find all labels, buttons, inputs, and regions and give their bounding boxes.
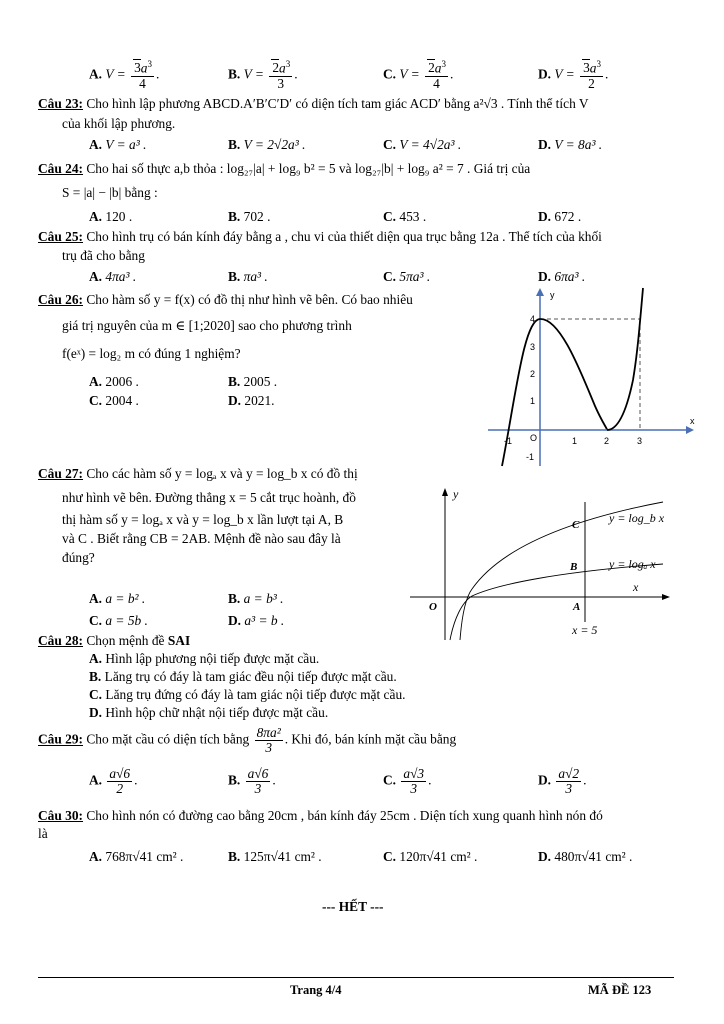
option-label: A. xyxy=(89,66,103,82)
q27-option-c xyxy=(89,613,148,629)
q30-option-c xyxy=(383,849,477,865)
question-fraction xyxy=(255,726,283,755)
option-label: B. xyxy=(228,269,241,284)
option-text: Lăng trụ có đáy là tam giác đều nội tiếp được mặt cầu. xyxy=(104,669,397,684)
option-text: V = 4√2a³ . xyxy=(399,137,462,152)
fraction-denominator: 3 xyxy=(254,781,262,797)
fraction-denominator: 3 xyxy=(410,781,418,797)
q27-option-a xyxy=(89,591,145,607)
option-text: V = xyxy=(399,66,420,82)
point-c-label: C xyxy=(572,519,580,531)
x-axis-label: x xyxy=(633,580,639,594)
option-label: C. xyxy=(383,269,397,284)
option-text: a = b² . xyxy=(105,591,146,606)
question-label: Câu 29: xyxy=(38,731,84,747)
question-label: Câu 30: xyxy=(38,808,84,823)
q30-option-d xyxy=(538,849,632,865)
q27-line3: thị hàm số y = logₐ x và y = log_b x lần lượt tại A, B xyxy=(62,512,344,527)
option-text: 480π√41 cm² . xyxy=(554,849,633,864)
option-label: D. xyxy=(538,849,552,864)
q29-option-a: A. $\frac{a√6}{2}$ . xyxy=(89,766,138,797)
q26-option-a xyxy=(89,374,139,390)
x-tick-3: 3 xyxy=(637,436,643,446)
y-tick-4: 4 xyxy=(530,314,536,324)
option-text: 768π√41 cm² . xyxy=(105,849,184,864)
fraction: $\frac{3a^3}{2}$ xyxy=(580,60,603,91)
q23-option-b xyxy=(228,137,305,153)
option-label: D. xyxy=(538,137,552,152)
fraction-numerator: a√2 xyxy=(558,766,580,781)
option-label: C. xyxy=(89,393,103,408)
option-fraction xyxy=(107,767,132,796)
curve-a-label: y = logₐ x xyxy=(609,557,656,571)
q25-option-c xyxy=(383,269,430,285)
question-label: Câu 28: xyxy=(38,633,84,648)
q22-option-d: D. V = $\frac{3a^3}{2}$ . xyxy=(538,59,609,91)
option-label: D. xyxy=(538,772,552,788)
question-emphasis: SAI xyxy=(167,633,191,648)
q28-option-d xyxy=(89,705,328,721)
option-label: A. xyxy=(89,374,103,389)
fraction: $\frac{2a^3}{3}$ xyxy=(269,60,292,91)
q23-option-c xyxy=(383,137,461,153)
option-label: C. xyxy=(383,209,397,224)
q30-line2: là xyxy=(38,826,48,841)
option-text: 453 . xyxy=(399,209,427,224)
q27-line1 xyxy=(38,466,358,482)
option-label: D. xyxy=(228,613,242,628)
option-text: πa³ . xyxy=(243,269,268,284)
option-text: 702 . xyxy=(243,209,271,224)
y-tick-1: 1 xyxy=(530,396,536,406)
fraction-numerator: a√3 xyxy=(403,766,425,781)
question-text: Cho các hàm số y = logₐ x và y = log_b x có đồ thị xyxy=(86,466,358,481)
q24-option-a xyxy=(89,209,132,225)
option-text: 2005 . xyxy=(243,374,278,389)
option-text: 672 . xyxy=(554,209,582,224)
option-label: B. xyxy=(228,591,241,606)
q30-line1 xyxy=(38,808,603,824)
q27-option-d xyxy=(228,613,284,629)
y-tick-neg1: -1 xyxy=(526,452,535,462)
q25-option-d xyxy=(538,269,585,285)
q26-option-d xyxy=(228,393,275,409)
fraction-denominator: 2 xyxy=(116,781,124,797)
q24-line2: S = |a| − |b| bằng : xyxy=(62,185,158,200)
option-text: 6πa³ . xyxy=(554,269,586,284)
option-text: Hình hộp chữ nhật nội tiếp được mặt cầu. xyxy=(105,705,329,720)
y-axis-label: y xyxy=(453,487,459,501)
q24-option-b xyxy=(228,209,270,225)
option-text: V = 2√2a³ . xyxy=(243,137,306,152)
option-label: C. xyxy=(383,849,397,864)
origin-label: O xyxy=(429,601,437,613)
option-label: B. xyxy=(228,849,241,864)
option-label: A. xyxy=(89,209,103,224)
option-text: a = 5b . xyxy=(105,613,148,628)
footer-divider xyxy=(38,977,674,978)
option-text: 120 . xyxy=(105,209,133,224)
q23-option-a xyxy=(89,137,146,153)
y-axis-label: y xyxy=(550,290,555,300)
option-text: V = xyxy=(554,66,575,82)
option-label: D. xyxy=(538,66,552,82)
option-text: V = xyxy=(105,66,126,82)
question-label: Câu 27: xyxy=(38,466,84,481)
q25-option-b xyxy=(228,269,268,285)
x-tick-neg1: -1 xyxy=(504,436,513,446)
option-label: C. xyxy=(383,137,397,152)
option-text: 5πa³ . xyxy=(399,269,431,284)
q28-option-c xyxy=(89,687,406,703)
option-label: A. xyxy=(89,651,103,666)
question-text: Cho mặt cầu có diện tích bằng xyxy=(86,731,250,747)
q26-graph xyxy=(480,284,700,470)
q27-line2: như hình vẽ bên. Đường thẳng x = 5 cắt trục hoành, đồ xyxy=(62,490,356,505)
option-label: D. xyxy=(228,393,242,408)
option-label: B. xyxy=(228,209,241,224)
q28-option-a xyxy=(89,651,319,667)
q25-line1 xyxy=(38,229,602,245)
point-a-label: A xyxy=(573,601,581,613)
option-fraction xyxy=(246,767,271,796)
question-text-after: . Khi đó, bán kính mặt cầu bằng xyxy=(284,731,457,747)
y-axis-arrow xyxy=(536,288,544,296)
q29-option-b: B. $\frac{a√6}{3}$ . xyxy=(228,766,276,797)
option-text: Hình lập phương nội tiếp được mặt cầu. xyxy=(105,651,320,666)
option-label: B. xyxy=(228,66,241,82)
fraction-numerator: a√6 xyxy=(109,766,131,781)
q26-line3: f(eˣ) = log₂ m có đúng 1 nghiệm? xyxy=(62,346,241,361)
page-number: Trang 4/4 xyxy=(290,983,342,997)
option-fraction xyxy=(401,767,426,796)
fraction: $\frac{2a^3}{4}$ xyxy=(425,60,448,91)
option-label: B. xyxy=(228,137,241,152)
y-tick-2: 2 xyxy=(530,369,536,379)
curve-log-a xyxy=(450,564,663,640)
q26-line1 xyxy=(38,292,413,308)
option-text: V = 8a³ . xyxy=(554,137,603,152)
y-tick-3: 3 xyxy=(530,342,536,352)
q24-option-c xyxy=(383,209,426,225)
option-text: a = b³ . xyxy=(243,591,284,606)
option-text: 120π√41 cm² . xyxy=(399,849,478,864)
q22-option-a: A. V = $\frac{3a^3}{4}$ . xyxy=(89,59,160,91)
option-label: C. xyxy=(89,687,103,702)
q23-line2: của khối lập phương. xyxy=(62,116,176,131)
q30-option-b xyxy=(228,849,322,865)
option-label: B. xyxy=(89,669,102,684)
x-axis-arrow xyxy=(662,594,670,600)
curve-b-label: y = log_b x xyxy=(609,511,665,525)
q26-option-c xyxy=(89,393,139,409)
q24-line1 xyxy=(38,161,530,177)
option-label: A. xyxy=(89,269,103,284)
option-label: A. xyxy=(89,137,103,152)
option-label: A. xyxy=(89,591,103,606)
question-text: Cho hình nón có đường cao bằng 20cm , bán kính đáy 25cm . Diện tích xung quanh hình nón đó xyxy=(86,808,603,823)
q29-line1 xyxy=(38,726,456,755)
option-label: A. xyxy=(89,772,103,788)
q27-line5: đúng? xyxy=(62,550,95,565)
question-text: Chọn mệnh đề xyxy=(86,633,165,648)
option-text: 2021. xyxy=(244,393,275,408)
fraction: $\frac{3a^3}{4}$ xyxy=(131,60,154,91)
option-text: 2004 . xyxy=(105,393,139,408)
x-tick-2: 2 xyxy=(604,436,610,446)
q23-line1 xyxy=(38,96,589,112)
question-text: Cho hai số thực a,b thỏa : log₂₇|a| + log₉ b² = 5 và log₂₇|b| + log₉ a² = 7 . Giá trị của xyxy=(86,161,531,176)
q22-option-b: B. V = $\frac{2a^3}{3}$ . xyxy=(228,59,298,91)
origin-label: O xyxy=(530,433,538,443)
option-label: C. xyxy=(383,772,397,788)
option-fraction xyxy=(556,767,581,796)
q28-option-b xyxy=(89,669,397,685)
question-label: Câu 24: xyxy=(38,161,84,176)
q29-option-c: C. $\frac{a√3}{3}$ . xyxy=(383,766,432,797)
fraction-numerator: a√6 xyxy=(247,766,269,781)
question-text: Cho hình trụ có bán kính đáy bằng a , chu vi của thiết diện qua trục bằng 12a . Thể tích của khối xyxy=(86,229,602,244)
fraction-denominator: 3 xyxy=(265,740,273,756)
q25-line2: trụ đã cho bằng xyxy=(62,248,145,263)
q24-option-d xyxy=(538,209,581,225)
option-label: B. xyxy=(228,772,241,788)
q27-option-b xyxy=(228,591,283,607)
option-label: D. xyxy=(89,705,103,720)
q23-option-d xyxy=(538,137,602,153)
x-tick-1: 1 xyxy=(572,436,578,446)
q30-option-a xyxy=(89,849,183,865)
x-axis-arrow xyxy=(686,426,694,434)
option-text: V = xyxy=(243,66,264,82)
option-label: C. xyxy=(89,613,103,628)
option-label: D. xyxy=(538,269,552,284)
q26-option-b xyxy=(228,374,277,390)
option-label: B. xyxy=(228,374,241,389)
q22-option-c: C. V = $\frac{2a^3}{4}$ . xyxy=(383,59,454,91)
option-text: Lăng trụ đứng có đáy là tam giác nội tiếp được mặt cầu. xyxy=(105,687,406,702)
q27-graph xyxy=(408,484,678,644)
fraction-numerator: 8πa² xyxy=(256,725,281,740)
fraction-denominator: 3 xyxy=(565,781,573,797)
option-text: a³ = b . xyxy=(244,613,285,628)
q27-line4: và C . Biết rằng CB = 2AB. Mệnh đề nào sau đây là xyxy=(62,531,341,546)
question-label: Câu 26: xyxy=(38,292,84,307)
option-label: C. xyxy=(383,66,397,82)
exam-code: MÃ ĐỀ 123 xyxy=(588,983,652,997)
option-text: 2006 . xyxy=(105,374,139,389)
option-label: D. xyxy=(538,209,552,224)
q28-line1 xyxy=(38,633,190,649)
line-x5-label: x = 5 xyxy=(572,623,598,637)
q29-option-d: D. $\frac{a√2}{3}$ . xyxy=(538,766,587,797)
point-b-label: B xyxy=(570,561,578,573)
question-text: Cho hàm số y = f(x) có đồ thị như hình vẽ bên. Có bao nhiêu xyxy=(86,292,413,307)
option-text: 125π√41 cm² . xyxy=(243,849,322,864)
q25-option-a xyxy=(89,269,136,285)
q26-line2: giá trị nguyên của m ∈ [1;2020] sao cho phương trình xyxy=(62,318,352,333)
question-label: Câu 25: xyxy=(38,229,84,244)
end-marker: --- HẾT --- xyxy=(322,899,384,914)
option-text: V = a³ . xyxy=(105,137,147,152)
option-text: 4πa³ . xyxy=(105,269,137,284)
question-label: Câu 23: xyxy=(38,96,84,111)
x-axis-label: x xyxy=(690,416,695,426)
y-axis-arrow xyxy=(442,488,448,496)
option-label: A. xyxy=(89,849,103,864)
question-text: Cho hình lập phương ABCD.A′B′C′D′ có diện tích tam giác ACD′ bằng a²√3 . Tính thể tích V xyxy=(86,96,589,111)
